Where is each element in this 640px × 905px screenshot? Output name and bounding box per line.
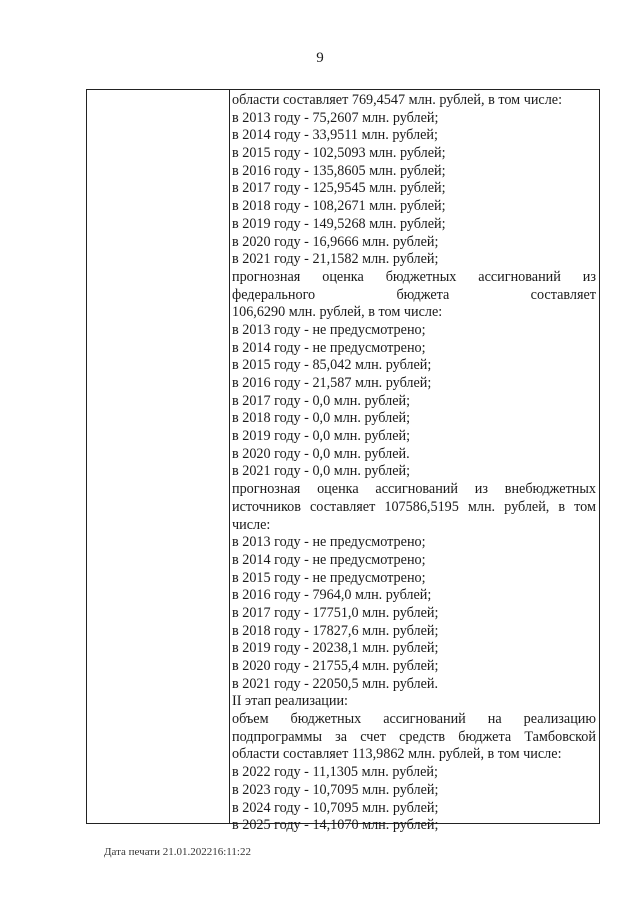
- text-line: в 2021 году - 22050,5 млн. рублей.: [232, 675, 439, 692]
- text-line: в 2021 году - 0,0 млн. рублей;: [232, 463, 411, 480]
- text-line: в 2018 году - 108,2671 млн. рублей;: [232, 198, 446, 215]
- text-line: в 2021 году - 21,1582 млн. рублей;: [232, 251, 439, 268]
- text-line: в 2014 году - не предусмотрено;: [232, 339, 426, 356]
- text-line: в 2023 году - 10,7095 млн. рублей;: [232, 781, 439, 798]
- text-line: в 2015 году - 85,042 млн. рублей;: [232, 357, 432, 374]
- text-line: области составляет 113,9862 млн. рублей, в том числе:: [232, 746, 562, 763]
- text-line: источников составляет 107586,5195 млн. рублей, в том: [232, 498, 596, 515]
- text-line: в 2020 году - 16,9666 млн. рублей;: [232, 233, 439, 250]
- text-line: области составляет 769,4547 млн. рублей, в том числе:: [232, 92, 563, 108]
- text-line: 106,6290 млн. рублей, в том числе:: [232, 304, 443, 321]
- text-line: в 2022 году - 11,1305 млн. рублей;: [232, 764, 438, 781]
- text-line: в 2015 году - 102,5093 млн. рублей;: [232, 145, 446, 162]
- text-line: в 2024 году - 10,7095 млн. рублей;: [232, 799, 439, 816]
- text-line: II этап реализации:: [232, 693, 348, 710]
- text-line: в 2019 году - 20238,1 млн. рублей;: [232, 640, 439, 657]
- text-line: в 2019 году - 149,5268 млн. рублей;: [232, 215, 446, 232]
- page-number: 9: [316, 50, 324, 66]
- table-right-cell: [232, 92, 596, 835]
- text-line: в 2013 году - не предусмотрено;: [232, 534, 426, 551]
- text-line: подпрограммы за счет средств бюджета Тамбовской: [232, 728, 596, 745]
- text-line: в 2016 году - 135,8605 млн. рублей;: [232, 162, 446, 179]
- text-line: объем бюджетных ассигнований на реализацию: [232, 711, 596, 728]
- text-line: в 2017 году - 0,0 млн. рублей;: [232, 392, 411, 409]
- text-line: в 2016 году - 21,587 млн. рублей;: [232, 375, 432, 391]
- text-line: прогнозная оценка ассигнований из внебюджетных: [232, 481, 596, 498]
- print-date-footer: Дата печати 21.01.202216:11:22: [104, 846, 251, 858]
- text-line: в 2014 году - 33,9511 млн. рублей;: [232, 127, 438, 144]
- text-line: в 2017 году - 125,9545 млн. рублей;: [232, 180, 446, 197]
- text-line: в 2025 году - 14,1070 млн. рублей;: [232, 817, 439, 834]
- text-line: в 2017 году - 17751,0 млн. рублей;: [232, 604, 439, 621]
- text-line: в 2020 году - 21755,4 млн. рублей;: [232, 658, 439, 674]
- text-line: в 2016 году - 7964,0 млн. рублей;: [232, 587, 432, 604]
- text-line: в 2020 году - 0,0 млн. рублей.: [232, 445, 410, 462]
- text-line: в 2018 году - 17827,6 млн. рублей;: [232, 622, 439, 639]
- text-line: в 2018 году - 0,0 млн. рублей;: [232, 410, 411, 427]
- text-line: в 2015 году - не предусмотрено;: [232, 569, 426, 586]
- text-line: в 2013 году - 75,2607 млн. рублей;: [232, 109, 439, 126]
- text-line: числе:: [232, 516, 271, 533]
- text-line: федерального бюджета составляет: [232, 286, 596, 303]
- text-line: в 2019 году - 0,0 млн. рублей;: [232, 428, 411, 445]
- table-left-cell: [87, 90, 230, 823]
- document-table: [86, 89, 600, 834]
- text-line: в 2013 году - не предусмотрено;: [232, 321, 426, 338]
- text-line: в 2014 году - не предусмотрено;: [232, 551, 426, 568]
- text-line: прогнозная оценка бюджетных ассигнований из: [232, 268, 596, 285]
